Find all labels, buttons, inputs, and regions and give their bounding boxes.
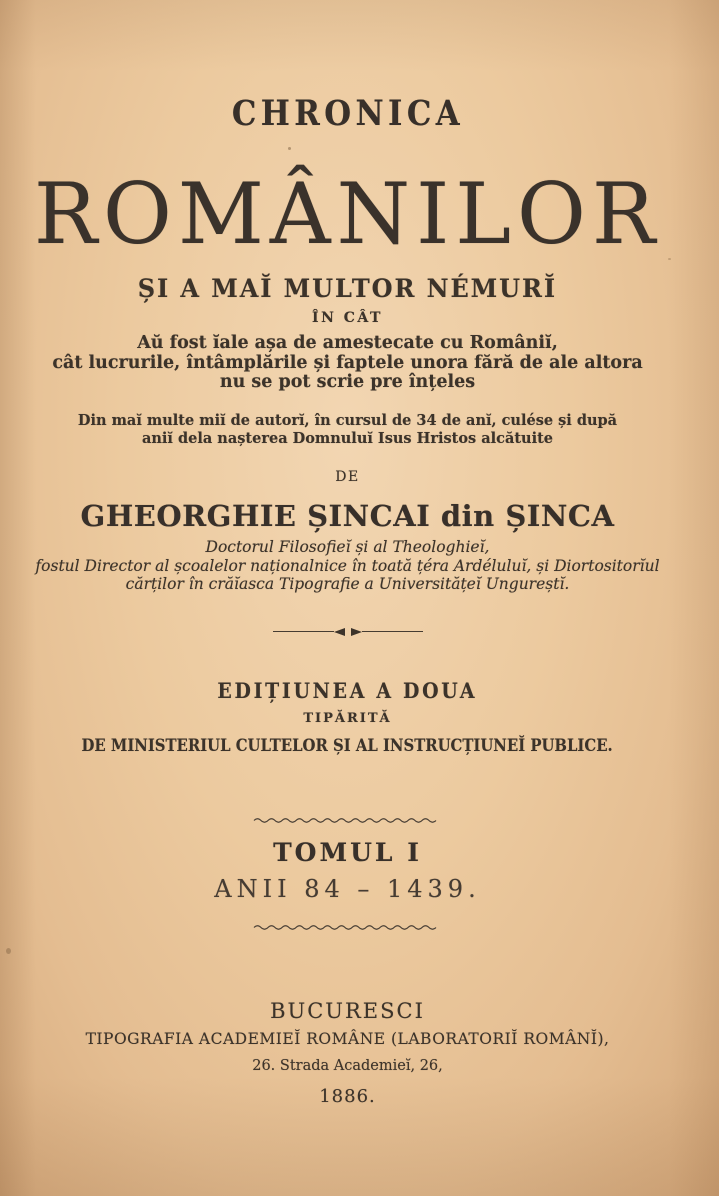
- wavy-rule-bottom-svg: [253, 923, 443, 931]
- rule-left: [273, 631, 334, 633]
- edition-title: [0, 678, 695, 703]
- book-title-small: [0, 93, 695, 134]
- book-title-large-text: ROMÂNILOR: [33, 165, 662, 263]
- wavy-rule-top: [0, 809, 695, 828]
- book-title-large: [0, 165, 695, 263]
- motto-line-3: nu se pot scrie pre înțeles: [219, 372, 476, 392]
- author-name: GHEORGHIE ȘINCAI din ȘINCA: [80, 499, 615, 533]
- paper-speck: [6, 948, 11, 954]
- tome-label: TOMUL I: [273, 838, 422, 867]
- rule-right: [362, 631, 423, 633]
- paper-speck: [288, 147, 291, 150]
- edition-ministry-line: [0, 736, 695, 755]
- connector-line: ÎN CÂT: [312, 310, 383, 326]
- by-label: DE: [335, 469, 360, 485]
- book-title-small-text: CHRONICA: [231, 93, 464, 134]
- divider-row: [0, 621, 695, 631]
- author-title-2: fostul Director al școalelor naționalnice în toată țéra Ardéluluĭ, și Diortositorĭul: [35, 556, 660, 575]
- arrow-rule-ornament: [273, 627, 423, 636]
- edition-printed-label: TIPĂRITĂ: [303, 711, 392, 726]
- source-note-paragraph: [0, 412, 695, 447]
- right-arrowhead-icon: [351, 628, 362, 636]
- source-note-line-1: Din maĭ multe miĭ de autorĭ, în cursul de 34 de anĭ, culése și după: [77, 412, 618, 429]
- author-titles: [0, 538, 695, 594]
- wavy-rule-top-svg: [253, 816, 443, 824]
- motto-line-1: Aŭ fost ĭale așa de amestecate cu Româniĭ,: [137, 333, 558, 353]
- edition-ministry-text: DE MINISTERIUL CULTELOR ȘI AL INSTRUCȚIUNEĬ PUBLICE.: [81, 736, 614, 755]
- motto-line-2: cât lucrurile, întâmplările și faptele unora fără de ale altora: [52, 352, 643, 373]
- imprint-address: 26. Strada Academieĭ, 26,: [252, 1058, 443, 1074]
- wavy-rule-bottom: [0, 916, 695, 935]
- left-arrowhead-icon: [334, 628, 345, 636]
- paper-speck: [668, 258, 671, 260]
- imprint-year: 1886.: [319, 1086, 376, 1107]
- imprint-city: BUCURESCI: [270, 999, 425, 1023]
- book-subtitle-text: ȘI A MAĬ MULTOR NÉMURĬ: [137, 274, 558, 303]
- author-title-1: Doctorul Filosofieĭ și al Theologhieĭ,: [205, 538, 490, 556]
- motto-paragraph: [0, 334, 695, 393]
- source-note-line-2: aniĭ dela nașterea Domnuluĭ Isus Hristos alcătuite: [141, 429, 554, 447]
- edition-title-text: EDIȚIUNEA A DOUA: [217, 678, 478, 703]
- author-title-3: cărților în crăĭasca Tipografie a Universitățeĭ Ungureștĭ.: [125, 575, 570, 593]
- years-range: ANII 84 – 1439.: [214, 875, 481, 903]
- imprint-publisher: TIPOGRAFIA ACADEMIEĬ ROMÂNE (LABORATORIĬ ROMÂNĬ),: [85, 1030, 610, 1048]
- book-subtitle: [0, 274, 695, 303]
